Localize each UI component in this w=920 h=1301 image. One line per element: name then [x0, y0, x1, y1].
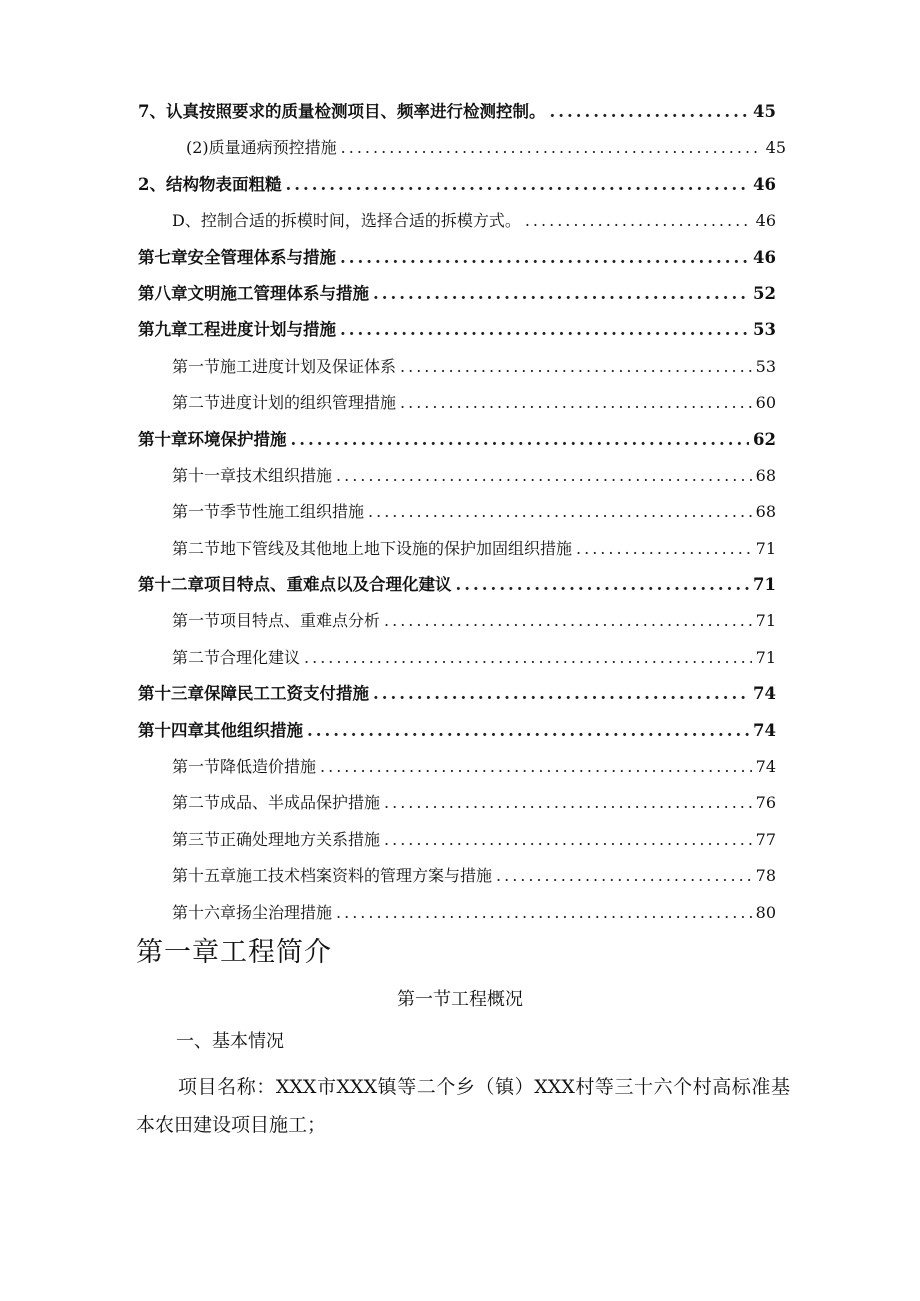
toc-page-number: 71 — [755, 538, 776, 558]
toc-leader-dots — [304, 640, 752, 676]
toc-entry-title: 第二节地下管线及其他地上地下设施的保护加固组织措施 — [172, 538, 573, 558]
toc-page-number: 46 — [753, 247, 776, 267]
toc-leader-dots — [400, 349, 752, 385]
toc-entry[interactable] — [138, 494, 776, 530]
toc-leader-dots — [496, 858, 752, 894]
toc-leader-dots — [336, 458, 752, 494]
toc-entry-title: 第十二章项目特点、重难点以及合理化建议 — [138, 575, 452, 595]
toc-entry-title: 第十四章其他组织措施 — [138, 720, 303, 740]
toc-entry-title: 第二节成品、半成品保护措施 — [172, 793, 381, 813]
toc-entry-title: 第一节施工进度计划及保证体系 — [172, 356, 397, 376]
toc-entry-title: 第八章文明施工管理体系与措施 — [138, 283, 369, 303]
toc-entry-title: 第十章环境保护措施 — [138, 429, 287, 449]
toc-entry-title: 第一节降低造价措施 — [172, 757, 317, 777]
toc-entry[interactable] — [138, 203, 776, 239]
toc-leader-dots — [384, 785, 752, 821]
toc-leader-dots — [373, 276, 749, 312]
toc-leader-dots — [384, 603, 752, 639]
toc-entry-title: 第十五章施工技术档案资料的管理方案与措施 — [172, 866, 493, 886]
toc-page-number: 60 — [755, 393, 776, 413]
toc-leader-dots — [549, 94, 749, 130]
toc-entry[interactable] — [138, 640, 776, 676]
toc-leader-dots — [384, 822, 752, 858]
toc-page-number: 68 — [755, 465, 776, 485]
toc-leader-dots — [291, 422, 750, 458]
toc-entry-title: 第一节项目特点、重难点分析 — [172, 611, 381, 631]
table-of-contents — [138, 94, 786, 931]
toc-entry[interactable] — [138, 822, 776, 858]
toc-leader-dots — [525, 203, 752, 239]
toc-leader-dots — [307, 713, 749, 749]
toc-entry[interactable] — [138, 240, 776, 276]
toc-page-number: 76 — [755, 793, 776, 813]
toc-page-number: 53 — [753, 320, 776, 340]
toc-entry-title: 第一节季节性施工组织措施 — [172, 502, 365, 522]
toc-page-number: 80 — [755, 902, 776, 922]
toc-entry[interactable] — [138, 276, 776, 312]
toc-entry[interactable] — [138, 567, 776, 603]
section-title: 第一节工程概况 — [397, 989, 523, 1010]
toc-page-number: 68 — [755, 502, 776, 522]
toc-leader-dots — [336, 895, 752, 931]
toc-entry[interactable] — [138, 713, 776, 749]
toc-entry[interactable] — [138, 312, 776, 348]
toc-entry[interactable] — [138, 785, 776, 821]
toc-entry[interactable] — [138, 458, 776, 494]
toc-entry-title: 第二节合理化建议 — [172, 647, 301, 667]
toc-entry-title: 2、结构物表面粗糙 — [138, 174, 282, 194]
toc-entry[interactable] — [138, 349, 776, 385]
toc-entry-title: 第十六章扬尘治理措施 — [172, 902, 333, 922]
toc-leader-dots — [368, 494, 752, 530]
toc-page-number: 71 — [753, 575, 776, 595]
toc-entry[interactable] — [138, 858, 776, 894]
toc-leader-dots — [400, 385, 752, 421]
toc-entry[interactable] — [138, 385, 776, 421]
toc-entry-title: 第十三章保障民工工资支付措施 — [138, 684, 369, 704]
toc-page-number: 52 — [753, 283, 776, 303]
toc-page-number: 45 — [765, 138, 786, 158]
toc-page-number: 74 — [755, 757, 776, 777]
toc-page-number: 78 — [755, 866, 776, 886]
toc-leader-dots — [373, 676, 749, 712]
toc-entry-title: 第三节正确处理地方关系措施 — [172, 829, 381, 849]
toc-page-number: 46 — [753, 174, 776, 194]
toc-entry-title: 7、认真按照要求的质量检测项目、频率进行检测控制。 — [138, 102, 546, 121]
toc-entry-title: 第九章工程进度计划与措施 — [138, 320, 336, 340]
toc-entry-title: D、控制合适的拆模时间，选择合适的拆模方式。 — [172, 211, 521, 231]
body-paragraph: 项目名称：XXX市XXX镇等二个乡（镇）XXX村等三十六个村高标准基本农田建设项目施工； — [136, 1076, 790, 1136]
toc-entry[interactable] — [138, 130, 786, 166]
toc-page-number: 77 — [755, 829, 776, 849]
toc-entry[interactable] — [138, 167, 776, 203]
toc-leader-dots — [285, 167, 749, 203]
toc-entry[interactable] — [138, 676, 776, 712]
toc-leader-dots — [320, 749, 752, 785]
toc-entry-title: 第七章安全管理体系与措施 — [138, 247, 336, 267]
toc-entry[interactable] — [138, 895, 776, 931]
toc-leader-dots — [340, 312, 749, 348]
chapter-title: 第一章工程简介 — [136, 937, 332, 968]
toc-leader-dots — [456, 567, 750, 603]
toc-entry-title: 第十一章技术组织措施 — [172, 465, 333, 485]
toc-leader-dots — [341, 130, 762, 166]
toc-page-number: 74 — [753, 684, 776, 704]
toc-page-number: 62 — [753, 429, 776, 449]
toc-entry[interactable] — [138, 422, 776, 458]
toc-leader-dots — [576, 531, 752, 567]
toc-page-number: 71 — [755, 611, 776, 631]
toc-entry-title: 第二节进度计划的组织管理措施 — [172, 393, 397, 413]
toc-page-number: 71 — [755, 647, 776, 667]
subsection-title: 一、基本情况 — [176, 1031, 284, 1052]
toc-entry[interactable] — [138, 603, 776, 639]
toc-page-number: 53 — [755, 356, 776, 376]
toc-entry[interactable] — [138, 749, 776, 785]
toc-leader-dots — [340, 240, 749, 276]
toc-entry[interactable] — [138, 531, 776, 567]
toc-entry[interactable] — [138, 94, 776, 130]
toc-entry-title: (2)质量通病预控措施 — [186, 138, 337, 158]
toc-page-number: 45 — [753, 102, 776, 121]
toc-page-number: 46 — [755, 211, 776, 231]
toc-page-number: 74 — [753, 720, 776, 740]
